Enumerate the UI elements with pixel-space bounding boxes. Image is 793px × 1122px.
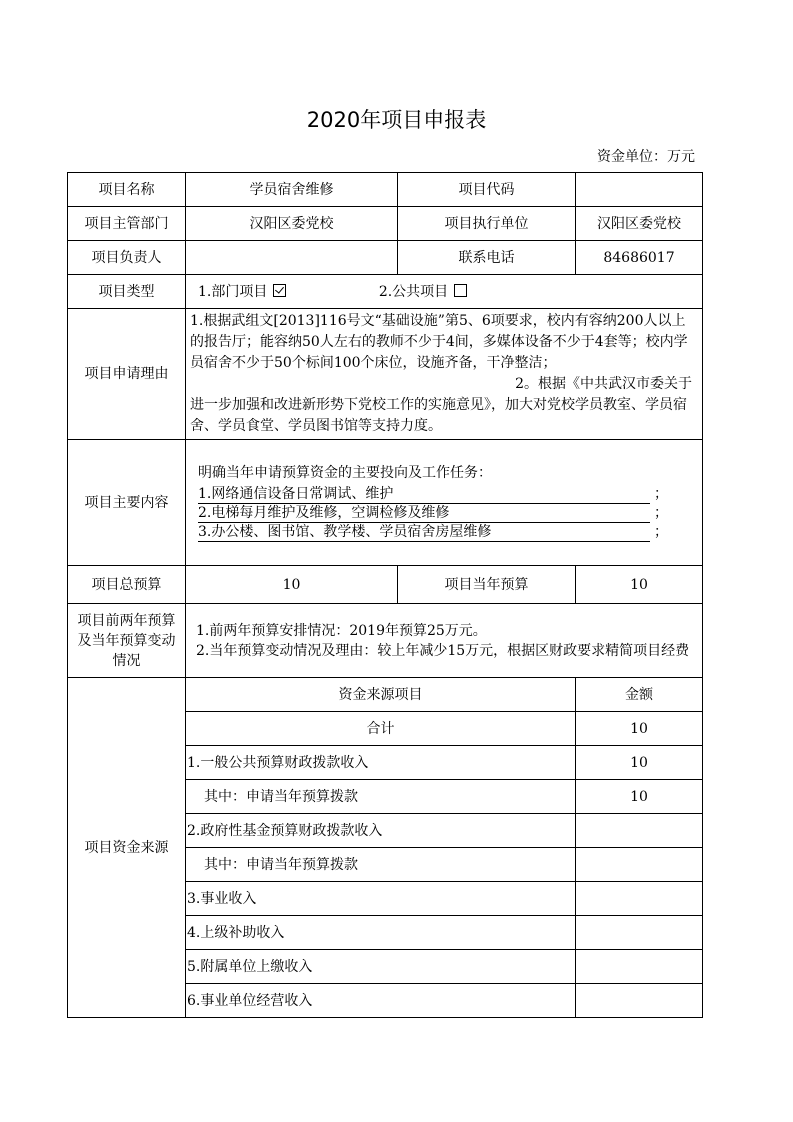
funds-amount [576, 814, 703, 848]
task-semicolon: ； [654, 524, 668, 540]
task-text: 3.办公楼、图书馆、教学楼、学员宿舍房屋维修 [198, 524, 650, 542]
total-budget-label: 项目总预算 [68, 566, 186, 604]
reason-paragraph-2-head: 2。根据《中共武汉市委关于 [515, 376, 692, 392]
name-label: 项目名称 [68, 173, 186, 207]
funds-item: 其中：申请当年预算拨款 [186, 848, 576, 882]
year-budget-value: 10 [576, 566, 703, 604]
owner-value [186, 241, 398, 275]
funds-item: 合计 [186, 712, 576, 746]
type-option-1: 1.部门项目 [198, 283, 268, 300]
funds-amount [576, 950, 703, 984]
checked-box-icon[interactable] [273, 284, 286, 297]
total-budget-value: 10 [186, 566, 398, 604]
funds-amount [576, 916, 703, 950]
funds-item: 5.附属单位上缴收入 [186, 950, 576, 984]
type-label: 项目类型 [68, 275, 186, 309]
project-form-table [67, 172, 703, 1018]
task-line [190, 523, 698, 542]
funds-header-amount: 金额 [576, 678, 703, 712]
funds-amount: 10 [576, 780, 703, 814]
type-options [186, 275, 703, 309]
reason-paragraph-2-tail: 进一步加强和改进新形势下党校工作的实施意见》，加大对党校学员教室、学员宿舍、学员食堂、学员图书馆等支持力度。 [190, 397, 687, 434]
task-semicolon: ； [654, 505, 668, 521]
funds-amount [576, 984, 703, 1018]
task-semicolon: ； [654, 486, 668, 502]
owner-label: 项目负责人 [68, 241, 186, 275]
prev-budget-text [186, 604, 703, 678]
code-value [576, 173, 703, 207]
code-label: 项目代码 [398, 173, 576, 207]
funds-header-item: 资金来源项目 [186, 678, 576, 712]
funds-amount [576, 882, 703, 916]
task-text: 1.网络通信设备日常调试、维护 [198, 486, 650, 504]
funds-item: 1.一般公共预算财政拨款收入 [186, 746, 576, 780]
task-line [190, 504, 698, 523]
exec-label: 项目执行单位 [398, 207, 576, 241]
prev-budget-line-1: 1.前两年预算安排情况：2019年预算25万元。 [196, 622, 487, 639]
funds-item: 2.政府性基金预算财政拨款收入 [186, 814, 576, 848]
unchecked-box-icon[interactable] [454, 284, 467, 297]
content-intro: 明确当年申请预算资金的主要投向及工作任务： [198, 465, 492, 481]
phone-label: 联系电话 [398, 241, 576, 275]
funds-amount [576, 848, 703, 882]
funds-amount: 10 [576, 746, 703, 780]
task-text: 2.电梯每月维护及维修，空调检修及维修 [198, 505, 650, 523]
prev-budget-label: 项目前两年预算及当年预算变动情况 [68, 604, 186, 678]
content-body [186, 440, 703, 566]
funds-label: 项目资金来源 [68, 678, 186, 1018]
page-title: 2020年项目申报表 [306, 108, 487, 132]
reason-text [186, 309, 703, 440]
content-label: 项目主要内容 [68, 440, 186, 566]
phone-value: 84686017 [576, 241, 703, 275]
type-option-2: 2.公共项目 [378, 283, 449, 300]
unit-label: 资金单位：万元 [597, 149, 695, 165]
name-value: 学员宿舍维修 [186, 173, 398, 207]
dept-value: 汉阳区委党校 [186, 207, 398, 241]
funds-item: 4.上级补助收入 [186, 916, 576, 950]
funds-item: 其中：申请当年预算拨款 [186, 780, 576, 814]
task-line [190, 485, 698, 504]
funds-item: 3.事业收入 [186, 882, 576, 916]
dept-label: 项目主管部门 [68, 207, 186, 241]
prev-budget-line-2: 2.当年预算变动情况及理由：较上年减少15万元，根据区财政要求精简项目经费 [196, 642, 690, 659]
reason-label: 项目申请理由 [68, 309, 186, 440]
funds-amount: 10 [576, 712, 703, 746]
reason-paragraph-1: 1.根据武组文[2013]116号文“基础设施”第5、6项要求，校内有容纳200人以上的报告厅；能容纳50人左右的教师不少于4间，多媒体设备不少于4套等；校内学员宿舍不少于50个标间100个床位，设施齐备，干净整洁； [190, 313, 688, 371]
funds-item: 6.事业单位经营收入 [186, 984, 576, 1018]
year-budget-label: 项目当年预算 [398, 566, 576, 604]
exec-value: 汉阳区委党校 [576, 207, 703, 241]
